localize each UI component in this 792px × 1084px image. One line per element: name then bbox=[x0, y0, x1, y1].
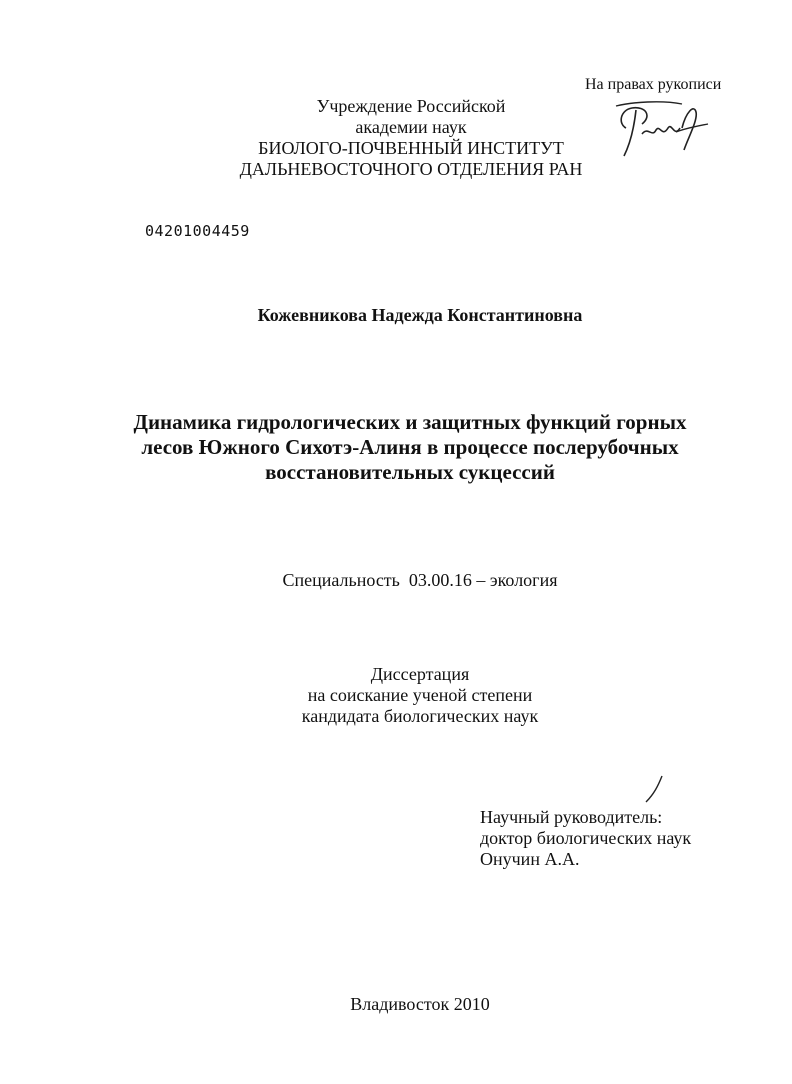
degree-line: Диссертация bbox=[370, 664, 470, 684]
institution-line: ДАЛЬНЕВОСТОЧНОГО ОТДЕЛЕНИЯ РАН bbox=[239, 159, 583, 179]
degree-line: на соискание ученой степени bbox=[307, 685, 533, 705]
institution-block bbox=[160, 96, 680, 180]
supervisor-line: Научный руководитель: bbox=[480, 807, 663, 827]
institution-line: академии наук bbox=[355, 117, 467, 137]
degree-block bbox=[120, 664, 720, 727]
title-line: Динамика гидрологических и защитных функций горных bbox=[133, 410, 687, 434]
institution-line: Учреждение Российской bbox=[316, 96, 506, 116]
institution-line: БИОЛОГО-ПОЧВЕННЫЙ ИНСТИТУТ bbox=[258, 138, 564, 158]
author-name: Кожевникова Надежда Константиновна bbox=[257, 305, 583, 325]
title-line: лесов Южного Сихотэ-Алиня в процессе послерубочных bbox=[141, 435, 679, 459]
rights-note: На правах рукописи bbox=[585, 76, 722, 93]
supervisor-block bbox=[480, 807, 691, 870]
degree-line: кандидата биологических наук bbox=[301, 706, 539, 726]
pen-mark bbox=[640, 772, 670, 806]
supervisor-line: Онучин А.А. bbox=[480, 849, 580, 869]
title-line: восстановительных сукцессий bbox=[265, 460, 555, 484]
supervisor-line: доктор биологических наук bbox=[480, 828, 692, 848]
specialty: Специальность 03.00.16 – экология bbox=[282, 570, 558, 590]
catalog-number: 04201004459 bbox=[145, 222, 250, 240]
city-year: Владивосток 2010 bbox=[350, 994, 490, 1014]
dissertation-title bbox=[80, 410, 740, 485]
